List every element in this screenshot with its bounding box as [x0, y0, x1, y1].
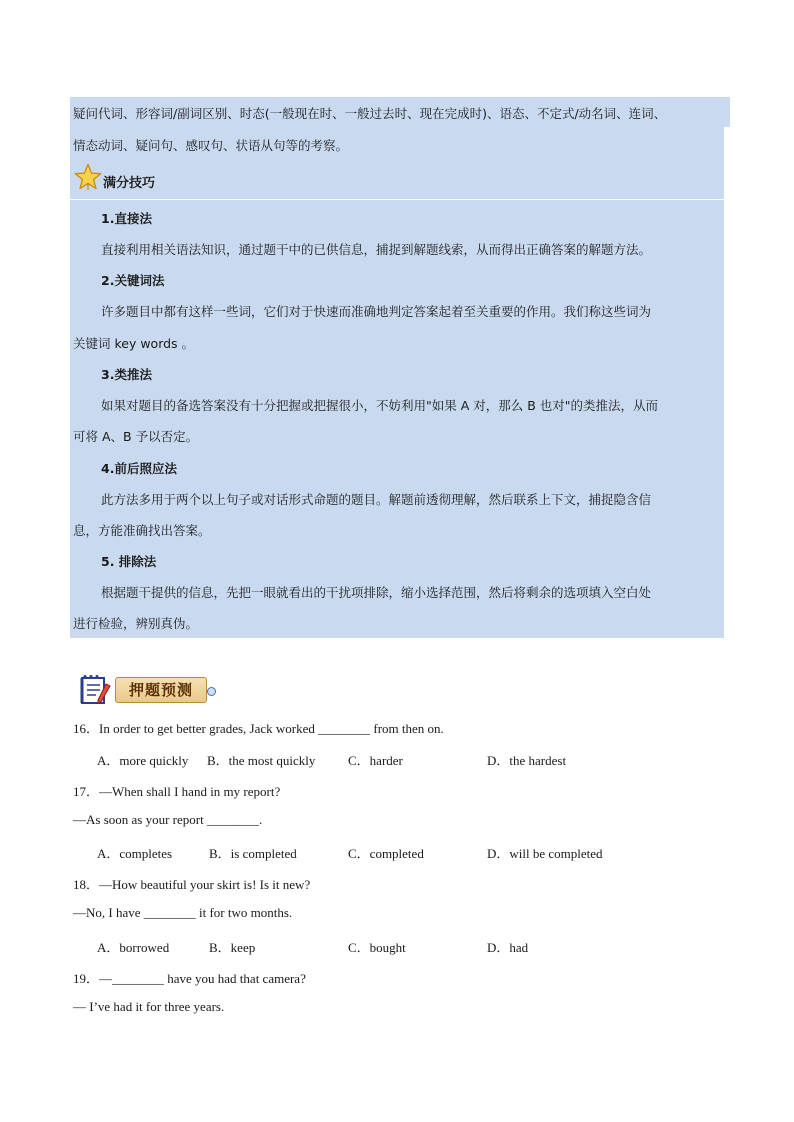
method-text-1-line-1: 直接利用相关语法知识，通过题干中的已供信息，捕捉到解题线索，从而得出正确答案的解题方法。	[101, 242, 652, 257]
method-title-5: 5. 排除法	[101, 554, 157, 569]
question-18-option-b: B．keep	[209, 940, 256, 955]
method-text-4-line-1: 此方法多用于两个以上句子或对话形式命题的题目。解题前透彻理解，然后联系上下文，捕捉隐含信	[101, 492, 652, 507]
tips-header: 满分技巧	[103, 176, 156, 191]
method-title-2: 2.关键词法	[101, 273, 165, 288]
question-18-option-a: A．borrowed	[97, 940, 170, 955]
question-16-option-d: D．the hardest	[487, 753, 567, 768]
question-16-option-a: A．more quickly	[97, 753, 189, 768]
question-17-stem: 17．—When shall I hand in my report?	[73, 784, 281, 799]
prediction-banner: 押题预测	[115, 677, 207, 703]
question-19-stem: 19．—________ have you had that camera?	[73, 971, 306, 986]
method-text-2-line-2: 关键词 key words 。	[73, 336, 195, 351]
method-text-5-line-1: 根据题干提供的信息，先把一眼就看出的干扰项排除，缩小选择范围，然后将剩余的选项填入空白处	[101, 585, 652, 600]
method-title-1: 1.直接法	[101, 211, 152, 226]
question-17-option-b: B．is completed	[209, 846, 297, 861]
method-title-4: 4.前后照应法	[101, 461, 177, 476]
question-16-stem: 16．In order to get better grades, Jack worked ________ from then on.	[73, 721, 444, 736]
method-text-5-line-2: 进行检验，辨别真伪。	[73, 616, 199, 631]
question-16-option-b: B．the most quickly	[207, 753, 316, 768]
question-17-reply: —As soon as your report ________.	[73, 812, 263, 827]
question-18-option-d: D．had	[487, 940, 529, 955]
method-text-3-line-1: 如果对题目的备选答案没有十分把握或把握很小，不妨利用"如果 A 对，那么 B 也对"的类推法，从而	[101, 398, 659, 413]
question-17-option-a: A．completes	[97, 846, 173, 861]
question-18-stem: 18．—How beautiful your skirt is! Is it new?	[73, 877, 311, 892]
method-text-4-line-2: 息，方能准确找出答案。	[73, 523, 211, 538]
method-title-3: 3.类推法	[101, 367, 152, 382]
panel-divider	[70, 199, 724, 200]
intro-line-1: 疑问代词、形容词/副词区别、时态(一般现在时、一般过去时、现在完成时)、语态、不定式/动名词、连词、	[73, 106, 667, 121]
question-16-option-c: C．harder	[348, 753, 403, 768]
method-text-3-line-2: 可将 A、B 予以否定。	[73, 429, 199, 444]
question-17-option-c: C．completed	[348, 846, 424, 861]
banner-dot	[207, 687, 216, 696]
question-19-reply: — I’ve had it for three years.	[73, 999, 225, 1014]
notebook-icon	[79, 674, 113, 706]
method-text-2-line-1: 许多题目中都有这样一些词，它们对于快速而准确地判定答案起着至关重要的作用。我们称这些词为	[101, 304, 652, 319]
question-18-option-c: C．bought	[348, 940, 406, 955]
tips-panel-edge	[724, 97, 730, 127]
star-icon	[74, 163, 102, 191]
question-17-option-d: D．will be completed	[487, 846, 603, 861]
intro-line-2: 情态动词、疑问句、感叹句、状语从句等的考察。	[73, 138, 349, 153]
question-18-reply: —No, I have ________ it for two months.	[73, 905, 293, 920]
tips-panel	[70, 97, 724, 638]
